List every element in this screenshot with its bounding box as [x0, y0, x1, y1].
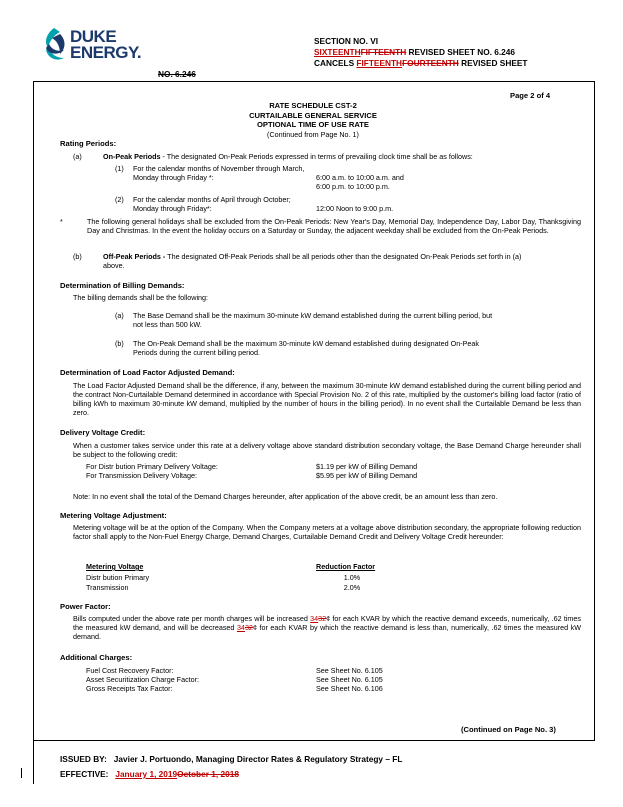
issued-label: ISSUED BY:	[60, 754, 107, 764]
pf-text-1: Bills computed under the above rate per month charges will be increased	[73, 614, 311, 623]
additional-row-label: Asset Securitization Charge Factor:	[86, 675, 200, 684]
issued-by	[60, 754, 402, 765]
metering-row: Transmission	[86, 583, 129, 592]
revision-bar	[21, 768, 22, 778]
cancels-old: FOURTEENTH	[402, 58, 459, 68]
page-subtitle: CURTAILABLE GENERAL SERVICE	[249, 110, 377, 120]
off-peak-text: The designated Off-Peak Periods shall be all periods other than the designated On-Peak Periods set forth in (a) above.	[103, 252, 522, 270]
section-number: SECTION NO. VI	[314, 36, 379, 46]
billing-a-label: (a)	[115, 311, 124, 320]
on-peak-title: On-Peak Periods	[103, 152, 161, 161]
billing-b-label: (b)	[115, 339, 124, 348]
metering-row-value: 2.0%	[343, 583, 361, 592]
continued-on: (Continued on Page No. 3)	[461, 725, 556, 734]
metering-text: Metering voltage will be at the option of the Company. When the Company meters at a voltage above distribution secondary, the appropriate following reduction factor shall apply to the Non-Fuel Energy Charge, Demand Charges, Curtailable Demand Credit and Delivery Voltage Credit hereunder:	[73, 523, 581, 541]
pf-old-1: 32	[318, 614, 327, 623]
delivery-row2-label: For Transmission Delivery Voltage:	[86, 471, 198, 480]
pf-text-2: ¢ for each KVAR by which the reactive demand exceeds, numerically, .62 times the measured kW demand, and will be decreased	[73, 614, 581, 632]
period-1-label: (1)	[115, 164, 124, 173]
delivery-heading: Delivery Voltage Credit:	[60, 428, 146, 437]
period-1-line2: Monday through Friday *:	[133, 173, 214, 182]
continued-from: (Continued from Page No. 1)	[267, 129, 359, 139]
additional-row-value: See Sheet No. 6.105	[316, 675, 383, 684]
revised-old: FIFTEENTH	[360, 47, 407, 57]
period-2-label: (2)	[115, 195, 124, 204]
rating-heading: Rating Periods:	[60, 139, 117, 148]
additional-heading: Additional Charges:	[60, 653, 133, 662]
load-factor-text: The Load Factor Adjusted Demand shall be the difference, if any, between the maximum 30-minute kW demand established during the current billing period and the contract Non-Curtailable Demand determined in accordance with Special Provision No. 2 of this rate, multiplied by the customer's billing load factor (ratio of billing kWh to maximum 30-minute kW demand, multiplied by the number of hours in the billing period). In no event shall the Curtailable Demand be less than zero.	[73, 381, 581, 417]
issued-value: Javier J. Portuondo, Managing Director Rates & Regulatory Strategy – FL	[113, 754, 403, 764]
additional-row-value: See Sheet No. 6.105	[316, 666, 383, 675]
cancels-rest: REVISED SHEET	[458, 58, 528, 68]
effective-old: October 1, 2018	[177, 769, 239, 779]
holiday-star: *	[60, 217, 63, 226]
billing-b-text: The On-Peak Demand shall be the maximum 30-minute kW demand established during designated On-Peak Periods during the current billing period.	[133, 339, 479, 357]
rating-a-label: (a)	[73, 152, 82, 161]
metering-col1: Metering Voltage	[86, 562, 144, 571]
period-1-time1: 6:00 a.m. to 10:00 a.m. and	[316, 173, 404, 182]
duke-energy-logo-icon	[40, 26, 70, 66]
additional-row-label: Fuel Cost Recovery Factor:	[86, 666, 174, 675]
rating-a-text	[103, 152, 583, 161]
metering-row-value: 1.0%	[343, 573, 361, 582]
logo-line2: ENERGY.	[70, 43, 142, 62]
billing-a-text: The Base Demand shall be the maximum 30-minute kW demand established during the current billing period, but not less than 500 kW.	[133, 311, 493, 329]
delivery-row1-label: For Distr bution Primary Delivery Voltage:	[86, 462, 218, 471]
on-peak-text: - The designated On-Peak Periods expressed in terms of prevailing clock time shall be as follows:	[160, 152, 473, 161]
period-1-line1: For the calendar months of November through March,	[133, 164, 305, 173]
period-2-line1: For the calendar months of April through October;	[133, 195, 291, 204]
cancels-line	[314, 58, 527, 69]
period-2-time: 12:00 Noon to 9:00 p.m.	[316, 204, 394, 213]
revised-new: SIXTEENTH	[314, 47, 361, 57]
revised-rest: REVISED SHEET NO. 6.246	[406, 47, 516, 57]
effective-new: January 1, 2019	[115, 769, 178, 779]
delivery-row1-value: $1.19 per kW of Billing Demand	[316, 462, 418, 471]
metering-row: Distr bution Primary	[86, 573, 150, 582]
pf-new-1: 34	[310, 614, 319, 623]
billing-heading: Determination of Billing Demands:	[60, 281, 185, 290]
duke-energy-logo	[40, 24, 160, 68]
power-factor-heading: Power Factor:	[60, 602, 111, 611]
page-edge-line	[33, 739, 34, 784]
revised-sheet-line	[314, 47, 515, 58]
page-title: RATE SCHEDULE CST-2	[269, 101, 357, 110]
pf-old-2: 32	[244, 623, 253, 632]
logo-line1: DUKE	[70, 27, 117, 46]
period-1-time2: 6:00 p.m. to 10:00 p.m.	[316, 182, 390, 191]
cancels-prefix: CANCELS	[314, 58, 357, 68]
metering-heading: Metering Voltage Adjustment:	[60, 511, 167, 520]
delivery-row2-value: $5.95 per kW of Billing Demand	[316, 471, 418, 480]
delivery-note: Note: In no event shall the total of the Demand Charges hereunder, after application of the above credit, be an amount less than zero.	[73, 492, 498, 501]
pf-text-3: ¢ for each KVAR by which the reactive demand is less than, numerically, .62 times the measured kW demand.	[73, 623, 582, 641]
cancels-new: FIFTEENTH	[356, 58, 403, 68]
pf-new-2: 34	[236, 623, 245, 632]
rating-b-text	[103, 252, 523, 270]
metering-col2: Reduction Factor	[316, 562, 376, 571]
billing-intro: The billing demands shall be the following:	[73, 293, 209, 302]
power-factor-text	[73, 614, 581, 641]
load-factor-heading: Determination of Load Factor Adjusted Demand:	[60, 368, 235, 377]
off-peak-title: Off-Peak Periods -	[103, 252, 166, 261]
delivery-text: When a customer takes service under this rate at a delivery voltage above standard distribution secondary voltage, the Base Demand Charge hereunder shall be subject to the following credit:	[73, 441, 581, 459]
period-2-line2: Monday through Friday*:	[133, 204, 212, 213]
page-number: Page 2 of 4	[510, 91, 551, 100]
rating-b-label: (b)	[73, 252, 82, 261]
additional-row-value: See Sheet No. 6.106	[316, 684, 383, 693]
page-title-block	[33, 101, 593, 139]
effective-label: EFFECTIVE:	[60, 769, 109, 779]
holiday-text: The following general holidays shall be excluded from the On-Peak Periods: New Year's Day, Memorial Day, Independence Day, Labor Day, Thanksgiving Day and Christmas. In the event the holiday occurs on a Saturday or Sunday, the adjacent weekday shall be excluded from the On-Peak Periods.	[87, 217, 581, 235]
effective-date	[60, 769, 239, 780]
page-subtitle-2: OPTIONAL TIME OF USE RATE	[257, 120, 369, 129]
old-sheet-number: NO. 6.246	[158, 69, 196, 79]
additional-row-label: Gross Receipts Tax Factor:	[86, 684, 173, 693]
